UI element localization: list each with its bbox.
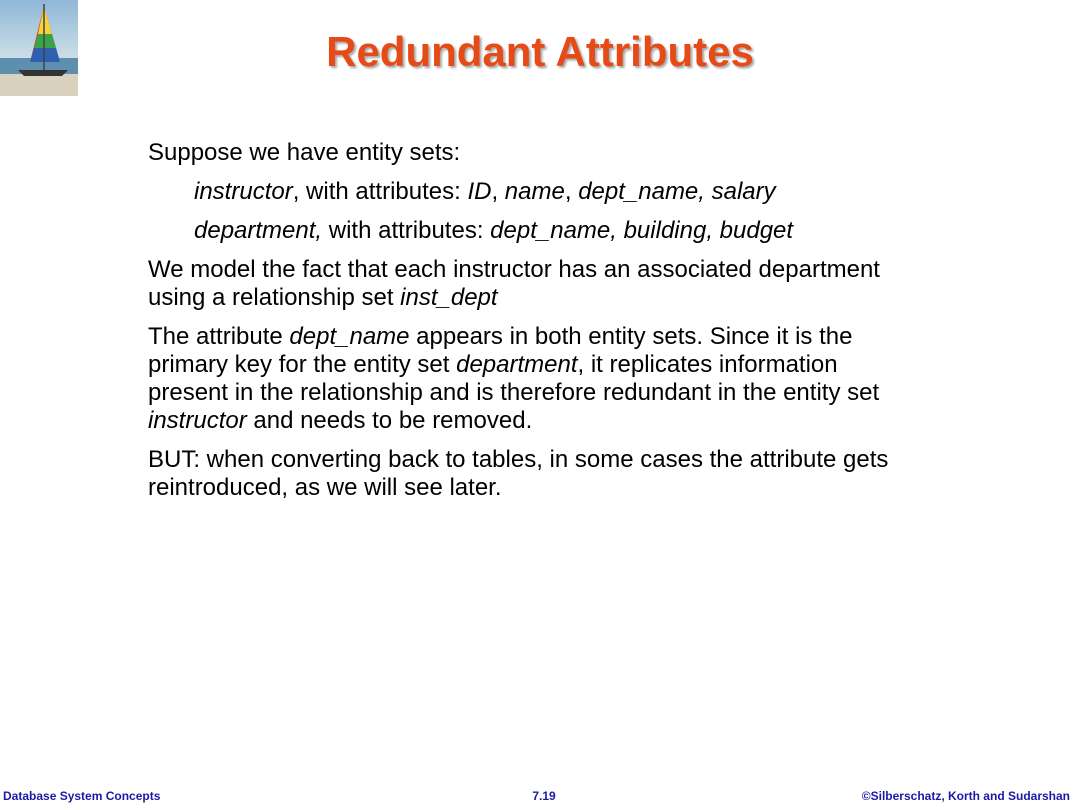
intro-text: Suppose we have entity sets: xyxy=(148,139,461,166)
footer-page-number: 7.19 xyxy=(532,789,556,803)
footer-book-title: Database System Concepts xyxy=(3,789,161,803)
department-entity: department, xyxy=(194,217,323,244)
instructor-entity: instructor xyxy=(194,178,293,205)
relationship-name: inst_dept xyxy=(400,284,498,311)
slide-title: Redundant Attributes xyxy=(326,28,754,75)
redundancy-paragraph: The attribute dept_name appears in both entity sets. Since it is the primary key for the entity set department, it replicates information present in the relationship and is therefore redundant in the entity set instructor and needs to be removed. xyxy=(148,323,880,434)
slide-body xyxy=(148,139,908,502)
footer-copyright: ©Silberschatz, Korth and Sudarshan xyxy=(861,789,1070,803)
department-entity-line: department, with attributes: dept_name, building, budget xyxy=(194,217,794,244)
relationship-paragraph: We model the fact that each instructor has an associated department using a relationship set inst_dept xyxy=(148,256,880,311)
instructor-entity-line: instructor, with attributes: ID, name, dept_name, salary xyxy=(194,178,776,205)
caveat-paragraph: BUT: when converting back to tables, in some cases the attribute gets reintroduced, as we will see later. xyxy=(148,446,889,501)
